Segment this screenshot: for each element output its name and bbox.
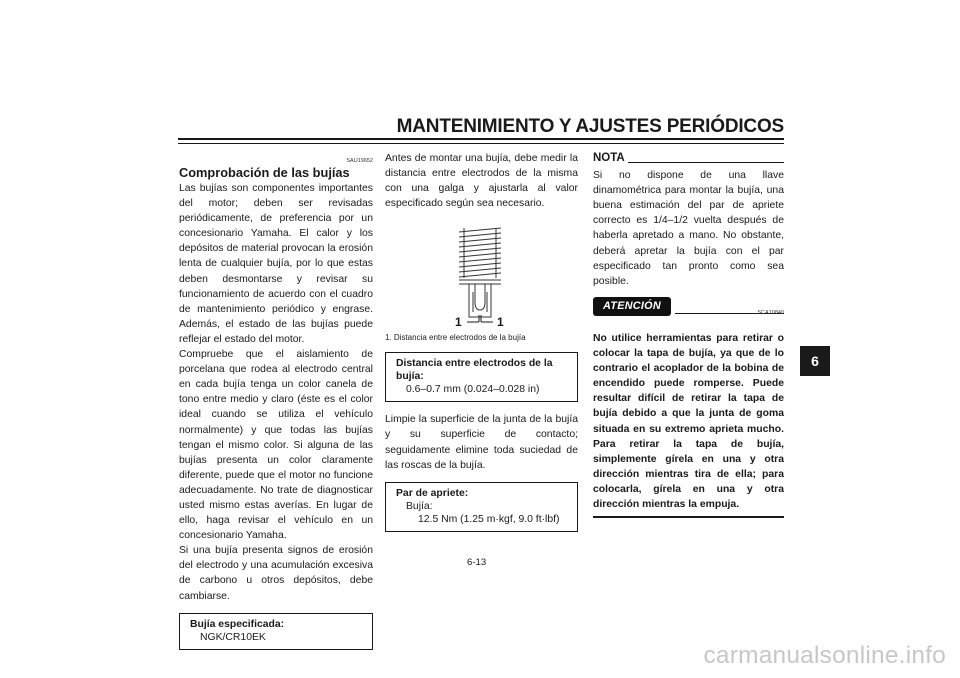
section-heading: Comprobación de las bujías bbox=[179, 165, 350, 180]
spark-plug-illustration bbox=[385, 222, 578, 330]
spec-value: NGK/CR10EK bbox=[200, 631, 266, 643]
title-rule bbox=[178, 138, 784, 140]
note-header bbox=[593, 151, 784, 166]
chapter-tab[interactable]: 6 bbox=[800, 346, 830, 376]
warning-end-rule bbox=[593, 516, 784, 518]
spec-title: Distancia entre electrodos de la bujía: bbox=[396, 358, 553, 383]
section-code: SAU19652 bbox=[346, 158, 373, 164]
warning-badge: ATENCIÓN bbox=[593, 297, 671, 316]
spec-value: 0.6–0.7 mm (0.024–0.028 in) bbox=[406, 384, 540, 396]
watermark: carmanualsonline.info bbox=[703, 642, 946, 669]
paragraph: Si una bujía presenta signos de erosión del electrodo y una acumulación excesiva de carbono u otros depósitos, debe cambiarse. bbox=[179, 545, 373, 602]
spec-title: Par de apriete: bbox=[396, 487, 469, 499]
note-rule bbox=[628, 162, 784, 163]
paragraph: Las bujías son componentes importantes del motor; deben ser revisadas periódicamente, de preferencia por un concesionario Yamaha. El calor y los depósitos de material provocan la erosión lenta de cualquier bujía, por lo que estas deben desmontarse y revisar su funcionamiento de acuerdo con el cuadro de mantenimiento periódico y engrase. Además, el estado de las bujías puede reflejar el estado del motor. bbox=[179, 183, 373, 345]
column-right bbox=[593, 151, 784, 518]
warning-code: SCA10840 bbox=[757, 309, 784, 316]
spec-box-electrode-gap bbox=[385, 352, 578, 402]
figure-label-1: 1 bbox=[455, 315, 462, 330]
column-middle bbox=[385, 151, 578, 532]
figure-label-1-right: 1 bbox=[497, 315, 504, 330]
paragraph: Antes de montar una bujía, debe medir la distancia entre electrodos de la misma con una galga y ajustarla al valor especificado según sea necesario. bbox=[385, 153, 578, 210]
note-title: NOTA bbox=[593, 152, 625, 164]
paragraph: Limpie la superficie de la junta de la bujía y su superficie de contacto; seguidamente elimine toda suciedad de las roscas de la bujía. bbox=[385, 414, 578, 471]
spec-subtitle: Bujía: bbox=[406, 500, 433, 512]
column-left bbox=[179, 158, 373, 650]
spec-box-spark-plug bbox=[179, 613, 373, 650]
warning-text: No utilice herramientas para retirar o colocar la tapa de bujía, ya que de lo contrario el acoplador de la bobina de encendido puede romperse. Puede resultar difícil de retirar la tapa de bujía debido a que la junta de goma situada en su extremo aprieta mucho. Para retirar la tapa de bujía, simplemente gírela en una y otra dirección mientras tira de ella; para colocarla, gírela en una y otra dirección mientras la empuja. bbox=[593, 332, 784, 510]
page-title: MANTENIMIENTO Y AJUSTES PERIÓDICOS bbox=[396, 116, 784, 137]
note-text: Si no dispone de una llave dinamométrica para montar la bujía, una buena estimación del par de apriete correcto es 1/4–1/2 vuelta después de haberla apretado a mano. No obstante, deberá apretar la bujía con el par especificado tan pronto como sea posible. bbox=[593, 170, 784, 287]
spec-box-torque bbox=[385, 482, 578, 532]
figure-caption: 1. Distancia entre electrodos de la bujía bbox=[385, 333, 526, 343]
paragraph: Compruebe que el aislamiento de porcelana que rodea al electrodo central en cada bujía tenga un color canela de tono entre medio y claro (éste es el color ideal cuando se utiliza el vehículo normalmente) y que todas las bujías tengan el mismo color. Si alguna de las bujías presenta un color claramente diferente, puede que el motor no funcione adecuadamente. No trate de diagnosticar usted mismo estas averías. En lugar de ello, haga revisar el vehículo en un concesionario Yamaha. bbox=[179, 349, 373, 542]
warning-header bbox=[593, 297, 784, 316]
spec-title: Bujía especificada: bbox=[190, 618, 285, 630]
page-number: 6-13 bbox=[467, 557, 487, 568]
spark-plug-figure bbox=[385, 222, 578, 330]
spec-value: 12.5 Nm (1.25 m·kgf, 9.0 ft·lbf) bbox=[418, 513, 560, 525]
title-rule-thin bbox=[178, 143, 784, 144]
